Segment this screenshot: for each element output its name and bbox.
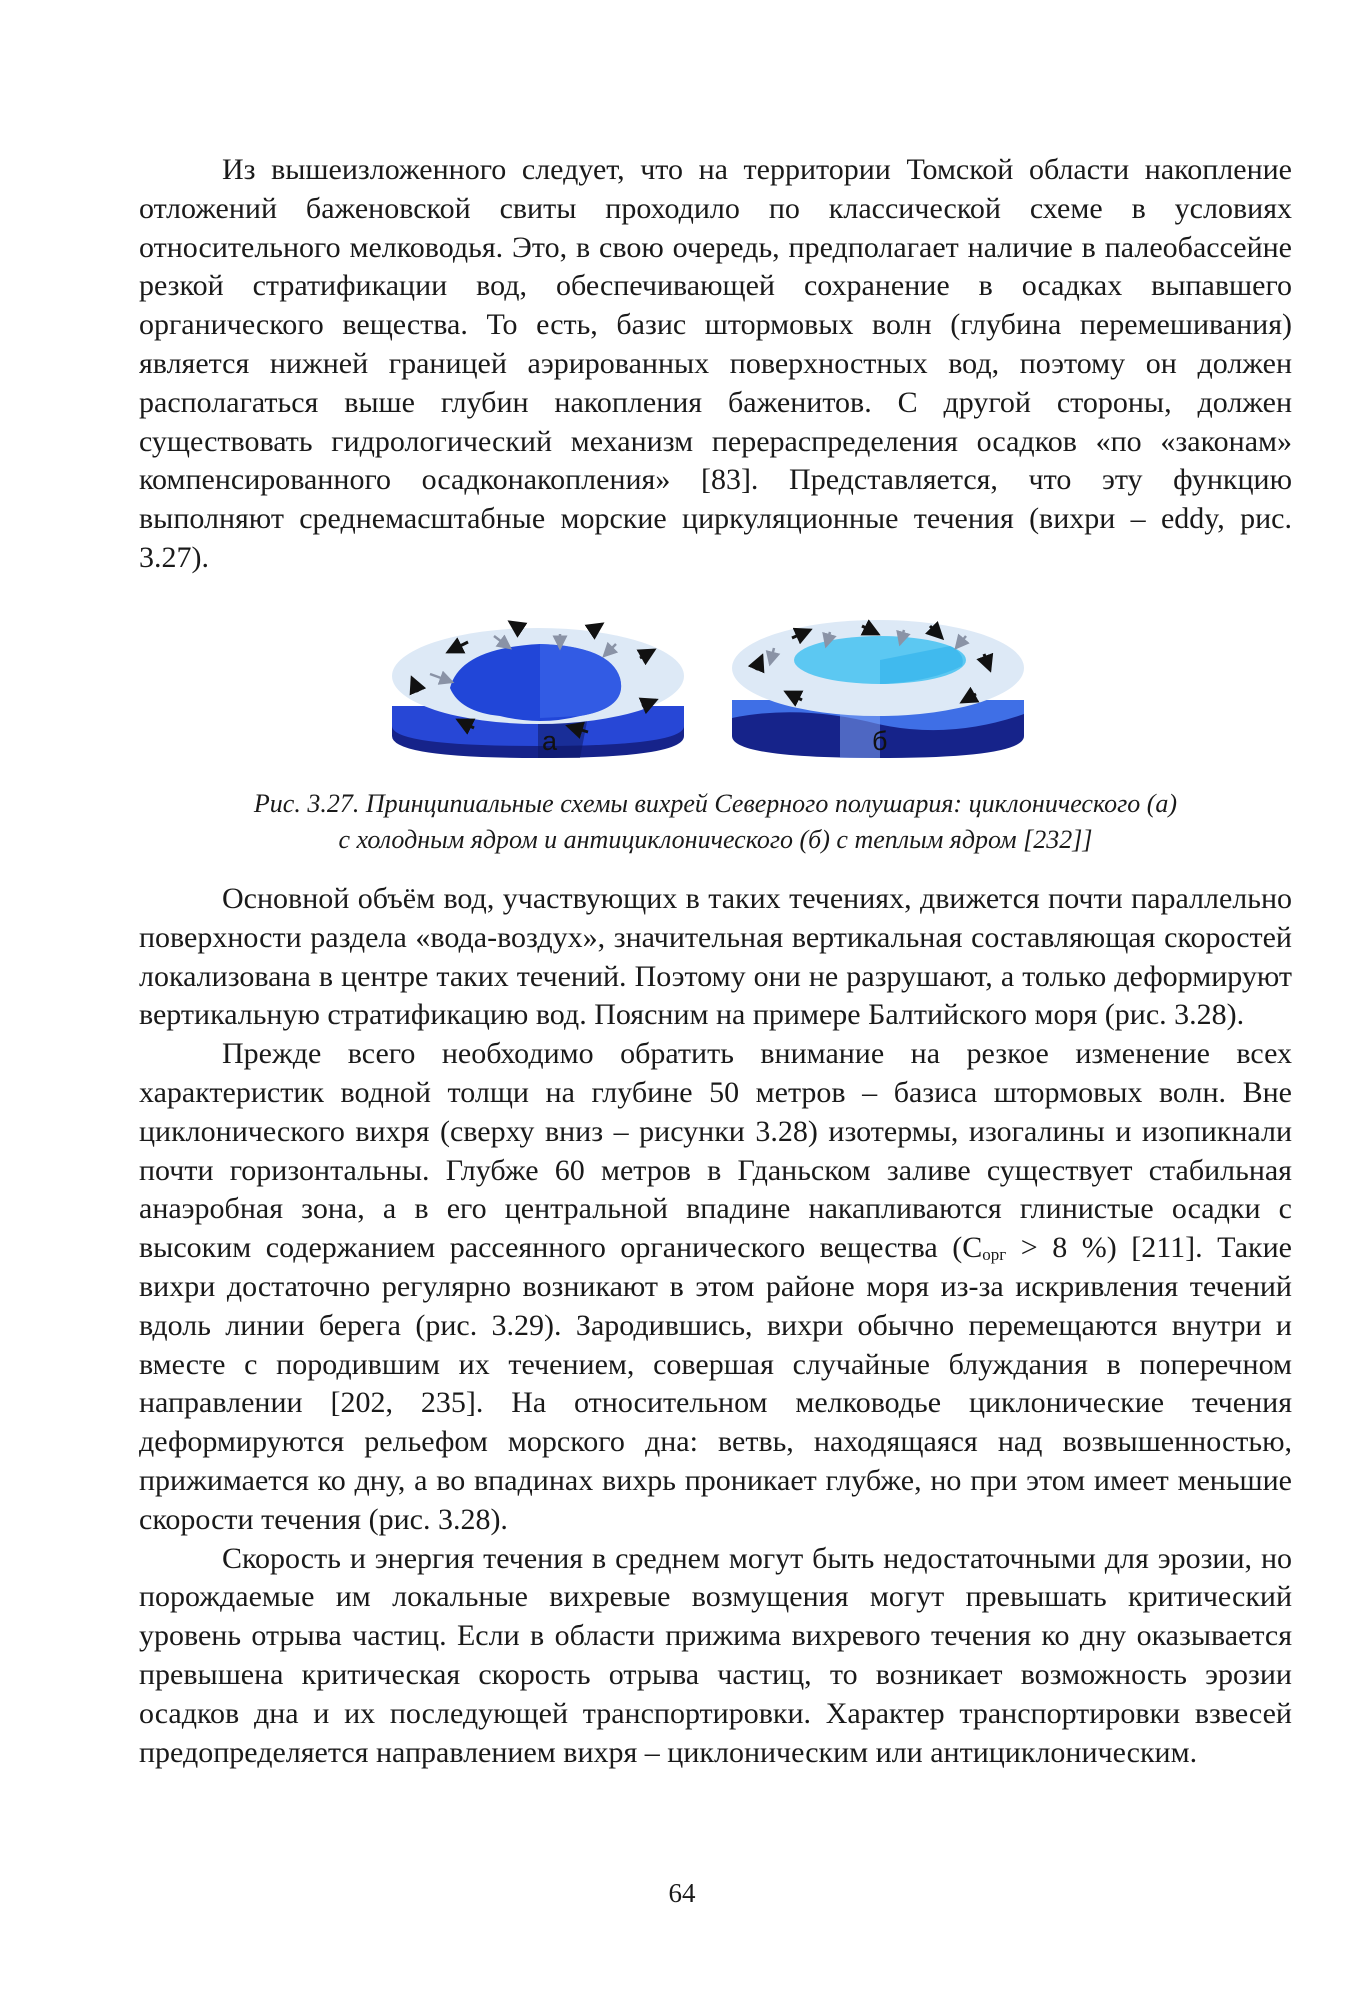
paragraph-4: Скорость и энергия течения в среднем могут быть недостаточными для эрозии, но порождаемые им локальные вихревые возмущения могут превышать критический уровень отрыва частиц. Если в области прижима вихревого течения ко дну оказывается превышена критическая скорость отрыва частиц, то возникает возможность эрозии осадков дна и их последующей транспортировки. Характер транспортировки взвесей предопределяется направлением вихря – циклоническим или антициклоническим. [139,1541,1292,1769]
text-block-top [139,151,1292,578]
paragraph-3-part-2: > 8 %) [211]. Такие вихри достаточно регулярно возникают в этом районе моря из-за искривления течений вдоль линии берега (рис. 3.29). Зародившись, вихри обычно перемещаются внутри и вместе с породившим их течением, совершая случайные блуждания в поперечном направлении [202, 235]. На относительном мелководье циклонические течения деформируются рельефом морского дна: ветвь, находящаяся над возвышенностью, прижимается ко дну, а во впадинах вихрь проникает глубже, но при этом имеет меньшие скорости течения (рис. 3.28). [139,1231,1292,1536]
page-number: 64 [668,1878,696,1908]
eddy-diagrams [390,608,1030,768]
figure-caption [139,786,1292,858]
arrow [590,624,602,632]
paragraph-3 [139,1035,1292,1539]
paragraph-1: Из вышеизложенного следует, что на территории Томской области накопление отложений баженовской свиты проходило по классической схеме в условиях относительного мелководья. Это, в свою очередь, предполагает наличие в палеобассейне резкой стратификации вод, обеспечивающей сохранение в осадках выпавшего органического вещества. То есть, базис штормовых волн (глубина перемешивания) является нижней границей аэрированных поверхностных вод, поэтому он должен располагаться выше глубин накопления баженитов. С другой стороны, должен существовать гидрологический механизм перераспределения осадков «по «законам» компенсированного осадконакопления» [83]. Представляется, что эту функцию выполняют среднемасштабные морские циркуляционные течения (вихри – eddy, рис. 3.27). [139,153,1292,574]
anticyclonic-eddy-diagram [732,620,1024,758]
figure-3-27 [390,608,1030,768]
paragraph-3-part-1: Прежде всего необходимо обратить внимание на резкое изменение всех характеристик водной толщи на глубине 50 метров – базиса штормовых волн. Вне циклонического вихря (сверху вниз – рисунки 3.28) изотермы, изогалины и изопикнали почти горизонтальны. Глубже 60 метров в Гданьском заливе существует стабильная анаэробная зона, а в его центральной впадине накапливаются глинистые осадки с высоким содержанием рассеянного органического вещества (С [139,1037,1292,1265]
c-org-subscript: орг [982,1245,1007,1265]
cyclonic-eddy-diagram [392,622,684,758]
paragraph-2: Основной объём вод, участвующих в таких течениях, движется почти параллельно поверхности раздела «вода-воздух», значительная вертикальная составляющая скоростей локализована в центре таких течений. Поэтому они не разрушают, а только деформируют вертикальную стратификацию вод. Поясним на примере Балтийского моря (рис. 3.28). [139,882,1292,1032]
text-block-bottom [139,880,1292,1772]
caption-line-1: Рис. 3.27. Принципиальные схемы вихрей Северного полушария: циклонического (а) [253,789,1178,818]
label-a: а [542,726,558,756]
label-b: б [872,726,888,756]
caption-line-2: с холодным ядром и антициклонического (б) с теплым ядром [232]] [338,825,1093,854]
